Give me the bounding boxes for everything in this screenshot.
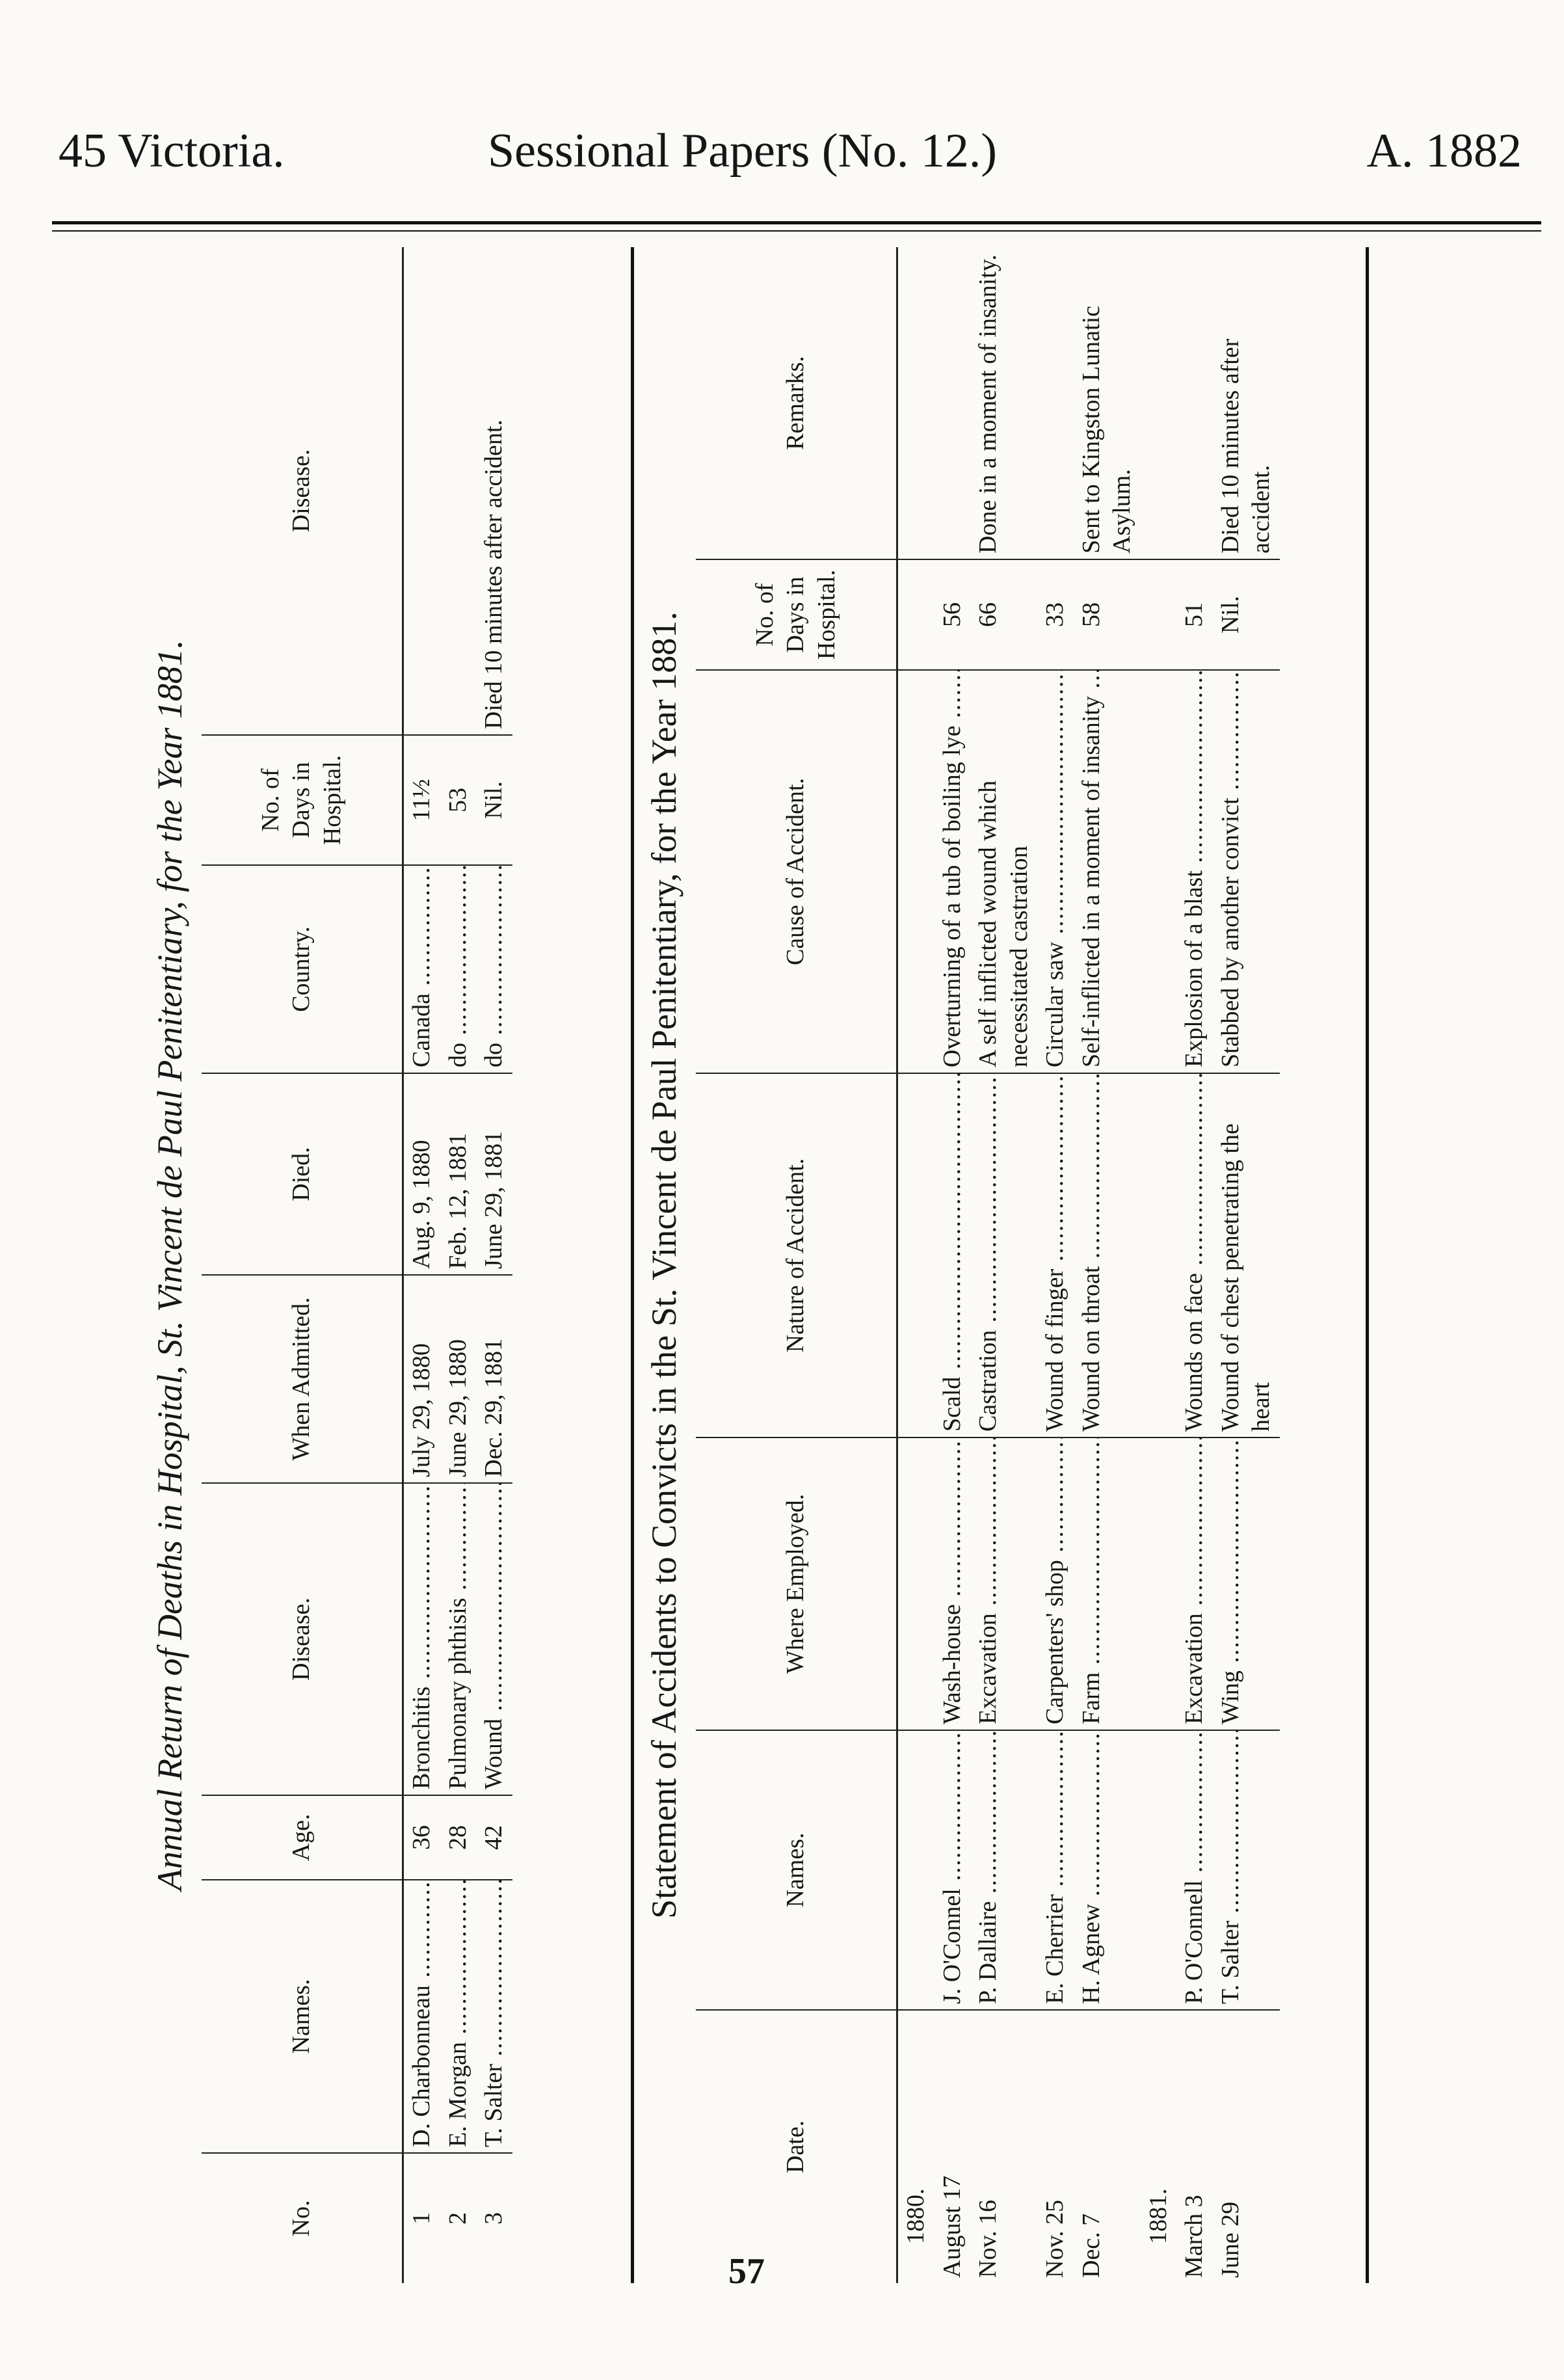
cell-remark	[440, 247, 477, 735]
cell-day: 25	[1041, 2200, 1068, 2225]
cell-admitted: July 29, 1880	[403, 1275, 440, 1483]
cell-cause: Circular saw .....	[1037, 670, 1074, 1073]
cell-date	[1176, 2010, 1213, 2283]
cell-cause: Explosion of a blast .....	[1176, 670, 1213, 1073]
cell-where: Excavation .....	[1176, 1437, 1213, 1730]
page-number: 57	[728, 2251, 765, 2292]
cell-date	[934, 2010, 971, 2283]
cell-day: 3	[1180, 2195, 1208, 2208]
cell-cause: Overturning of a tub of boiling lye .....	[934, 670, 971, 1073]
cell-cause: A self inflicted wound which necessitated castration	[970, 670, 1037, 1073]
rotated-tables	[130, 247, 1379, 2283]
table-row	[1037, 247, 1074, 2283]
table-row	[440, 247, 477, 2283]
cell-disease: Wound .....	[476, 1483, 512, 1795]
cell-nature: Scald .....	[934, 1073, 971, 1437]
cell-disease: Pulmonary phthisis .....	[440, 1483, 477, 1795]
deaths-table	[202, 247, 512, 2283]
cell-month: Dec.	[1077, 2232, 1105, 2278]
cell-name: T. Salter .....	[1213, 1730, 1280, 2010]
accidents-header-row	[696, 247, 897, 2283]
cell-nature: Wounds on face .....	[1176, 1073, 1213, 1437]
header-rule-thin	[52, 230, 1541, 232]
cell-cause: Stabbed by another convict .....	[1213, 670, 1280, 1073]
cell-day: 17	[938, 2175, 966, 2200]
col-disease-remarks: Disease.	[202, 247, 403, 735]
cell-cause: Self-inflicted in a moment of insanity .....	[1074, 670, 1141, 1073]
cell-nature: Castration .....	[970, 1073, 1037, 1437]
col-age: Age.	[202, 1795, 403, 1880]
cell-name: P. Dallaire .....	[970, 1730, 1037, 2010]
cell-remark: Died 10 minutes after accident.	[476, 247, 512, 735]
cell-remarks	[1037, 247, 1074, 559]
cell-remarks	[1176, 247, 1213, 559]
cell-where: Excavation .....	[970, 1437, 1037, 1730]
cell-days: 53	[440, 735, 477, 865]
cell-month: Nov.	[1041, 2230, 1068, 2278]
cell-admitted: Dec. 29, 1881	[476, 1275, 512, 1483]
col-no: No.	[202, 2153, 403, 2283]
year-row	[1141, 247, 1177, 2283]
table-row	[934, 247, 971, 2283]
col-cause: Cause of Accident.	[696, 670, 897, 1073]
cell-date	[1074, 2010, 1141, 2283]
cell-date	[970, 2010, 1037, 2283]
cell-name: H. Agnew .....	[1074, 1730, 1141, 2010]
col-disease: Disease.	[202, 1483, 403, 1795]
cell-nature: Wound on throat .....	[1074, 1073, 1141, 1437]
col-where-employed: Where Employed.	[696, 1437, 897, 1730]
table-row	[970, 247, 1037, 2283]
header-year: A. 1882	[1366, 124, 1522, 178]
cell-month: August	[938, 2206, 966, 2278]
cell-no: 1	[408, 2212, 435, 2225]
header-sessional-papers: Sessional Papers (No. 12.)	[488, 124, 998, 178]
accidents-title: Statement of Accidents to Convicts in the St. Vincent de Paul Penitentiary, for the Year 1881.	[644, 611, 683, 1919]
cell-disease: Bronchitis .....	[403, 1483, 440, 1795]
cell-year: 1881.	[1144, 2188, 1172, 2244]
cell-date	[1213, 2010, 1280, 2283]
cell-country: do .....	[476, 865, 512, 1073]
col-names: Names.	[202, 1880, 403, 2153]
deaths-header-row	[202, 247, 403, 2283]
cell-name: E. Morgan .....	[440, 1880, 477, 2153]
table-row	[476, 247, 512, 2283]
cell-where: Farm .....	[1074, 1437, 1141, 1730]
cell-days: 66	[970, 559, 1037, 670]
cell-days: 58	[1074, 559, 1141, 670]
col-nature: Nature of Accident.	[696, 1073, 897, 1437]
cell-day: 29	[1216, 2201, 1244, 2226]
cell-country: do .....	[440, 865, 477, 1073]
cell-died: Aug. 9, 1880	[403, 1073, 440, 1275]
year-row	[897, 247, 934, 2283]
cell-date	[1037, 2010, 1074, 2283]
cell-remarks	[934, 247, 971, 559]
cell-age: 36	[403, 1795, 440, 1880]
cell-name: D. Charbonneau .....	[403, 1880, 440, 2153]
cell-name: J. O'Connel .....	[934, 1730, 971, 2010]
col-names: Names.	[696, 1730, 897, 2010]
cell-days: 56	[934, 559, 971, 670]
cell-admitted: June 29, 1880	[440, 1275, 477, 1483]
table-row	[1074, 247, 1141, 2283]
col-died: Died.	[202, 1073, 403, 1275]
cell-where: Carpenters' shop .....	[1037, 1437, 1074, 1730]
cell-day: 16	[974, 2200, 1001, 2225]
cell-days: 51	[1176, 559, 1213, 670]
col-when-admitted: When Admitted.	[202, 1275, 403, 1483]
cell-month: March	[1180, 2213, 1208, 2278]
col-days-in-hospital: No. of Days in Hospital.	[202, 735, 403, 865]
cell-days: 11½	[403, 735, 440, 865]
cell-name: E. Cherrier .....	[1037, 1730, 1074, 2010]
table-row	[403, 247, 440, 2283]
col-days-in-hospital: No. of Days in Hospital.	[696, 559, 897, 670]
cell-day: 7	[1077, 2213, 1105, 2226]
cell-where: Wing .....	[1213, 1437, 1280, 1730]
cell-remarks: Sent to Kingston Lunatic Asylum.	[1074, 247, 1141, 559]
section-divider	[631, 247, 634, 2283]
cell-name: P. O'Connell .....	[1176, 1730, 1213, 2010]
deaths-title: Annual Return of Deaths in Hospital, St. Vincent de Paul Penitentiary, for the Year 1881.	[150, 639, 189, 1891]
cell-age: 28	[440, 1795, 477, 1880]
cell-days: 33	[1037, 559, 1074, 670]
header-session: 45 Victoria.	[59, 124, 285, 178]
cell-remarks: Done in a moment of insanity.	[970, 247, 1037, 559]
cell-remarks: Died 10 minutes after accident.	[1213, 247, 1280, 559]
cell-remark	[403, 247, 440, 735]
cell-nature: Wound of chest penetrating the heart	[1213, 1073, 1280, 1437]
cell-days: Nil.	[1213, 559, 1280, 670]
col-country: Country.	[202, 865, 403, 1073]
cell-no: 3	[480, 2212, 507, 2225]
table-row	[1176, 247, 1213, 2283]
cell-age: 42	[476, 1795, 512, 1880]
bottom-rule	[1366, 247, 1369, 2283]
table-row	[1213, 247, 1280, 2283]
cell-no: 2	[444, 2212, 471, 2225]
cell-died: June 29, 1881	[476, 1073, 512, 1275]
cell-month: June	[1216, 2232, 1244, 2278]
col-remarks: Remarks.	[696, 247, 897, 559]
accidents-table	[696, 247, 1280, 2283]
cell-nature: Wound of finger .....	[1037, 1073, 1074, 1437]
cell-died: Feb. 12, 1881	[440, 1073, 477, 1275]
cell-year: 1880.	[902, 2188, 929, 2244]
cell-days: Nil.	[476, 735, 512, 865]
cell-name: T. Salter .....	[476, 1880, 512, 2153]
cell-country: Canada .....	[403, 865, 440, 1073]
header-rule	[52, 221, 1541, 224]
cell-where: Wash-house .....	[934, 1437, 971, 1730]
cell-month: Nov.	[974, 2230, 1001, 2278]
running-header	[46, 124, 1522, 202]
col-date: Date.	[696, 2010, 897, 2283]
